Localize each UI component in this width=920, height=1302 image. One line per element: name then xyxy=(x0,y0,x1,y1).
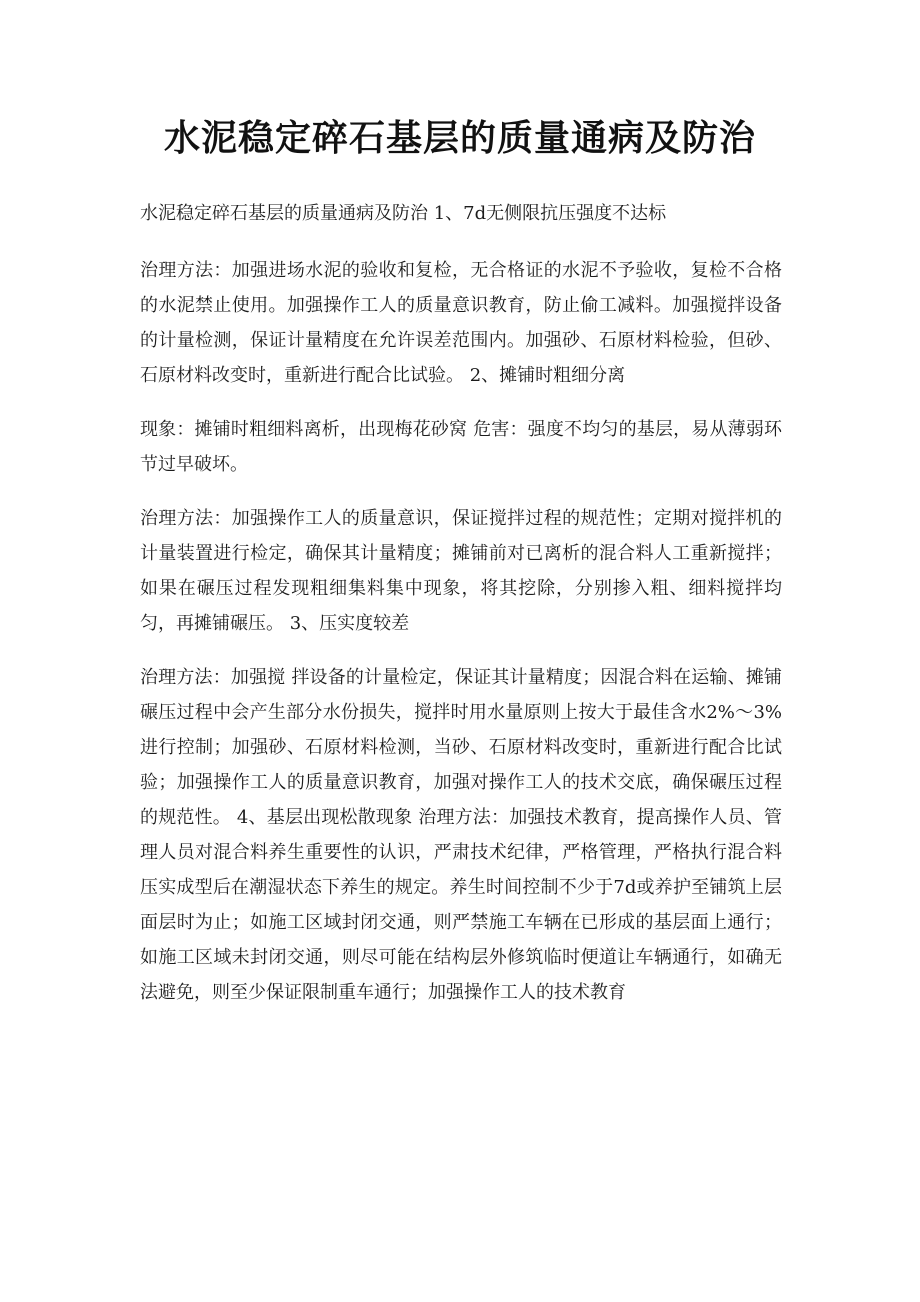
document-body xyxy=(140,196,782,1029)
intro-paragraph: 水泥稳定碎石基层的质量通病及防治 1、7d无侧限抗压强度不达标 xyxy=(140,203,667,224)
body-paragraph: 治理方法：加强操作工人的质量意识，保证搅拌过程的规范性；定期对搅拌机的计量装置进行检定，确保其计量精度；摊铺前对已离析的混合料人工重新搅拌；如果在碾压过程发现粗细集料集中现象，将其挖除，分别掺入粗、细料搅拌均匀，再摊铺碾压。 3、压实度较差 xyxy=(140,508,782,634)
body-paragraph: 治理方法：加强进场水泥的验收和复检，无合格证的水泥不予验收，复检不合格的水泥禁止使用。加强操作工人的质量意识教育，防止偷工减料。加强搅拌设备的计量检测，保证计量精度在允许误差范围内。加强砂、石原材料检验，但砂、石原材料改变时，重新进行配合比试验。 2、摊铺时粗细分离 xyxy=(140,260,782,386)
body-paragraph: 治理方法：加强搅 拌设备的计量检定，保证其计量精度；因混合料在运输、摊铺碾压过程中会产生部分水份损失，搅拌时用水量原则上按大于最佳含水2%～3%进行控制；加强砂、石原材料检测，当砂、石原材料改变时，重新进行配合比试验；加强操作工人的质量意识教育，加强对操作工人的技术交底，确保碾压过程的规范性。 4、基层出现松散现象 治理方法：加强技术教育，提高操作人员、管理人员对混合料养生重要性的认识，严肃技术纪律，严格管理，严格执行混合料压实成型后在潮湿状态下养生的规定。养生时间控制不少于7d或养护至铺筑上层面层时为止；如施工区域封闭交通，则严禁施工车辆在已形成的基层面上通行；如施工区域未封闭交通，则尽可能在结构层外修筑临时便道让车辆通行，如确无法避免，则至少保证限制重车通行；加强操作工人的技术教育 xyxy=(140,667,782,1003)
body-paragraph: 现象：摊铺时粗细料离析，出现梅花砂窝 危害：强度不均匀的基层，易从薄弱环节过早破坏。 xyxy=(140,419,782,475)
document-title: 水泥稳定碎石基层的质量通病及防治 xyxy=(163,117,756,159)
